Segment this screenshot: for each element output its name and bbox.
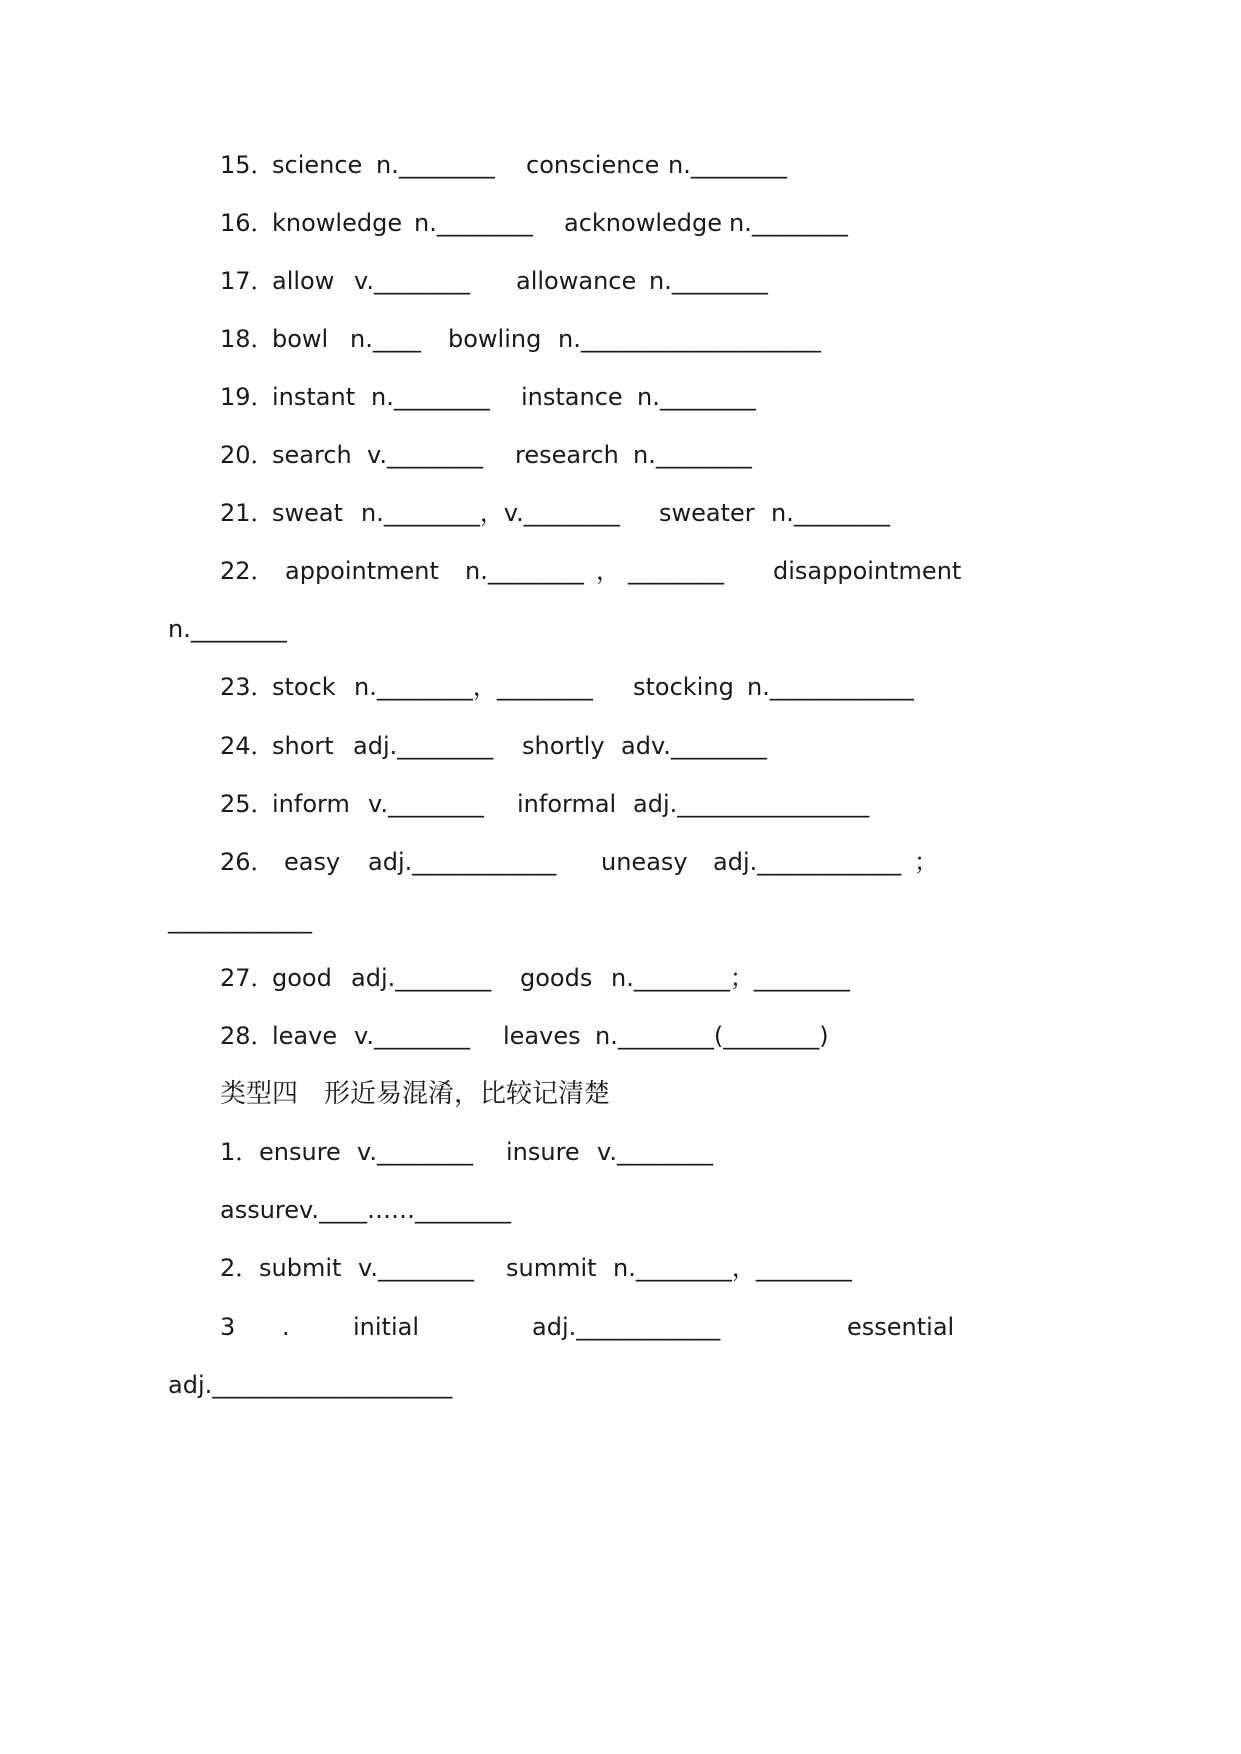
answer-blank: v.________ bbox=[357, 1138, 473, 1166]
word: research bbox=[515, 441, 619, 469]
word: acknowledge bbox=[564, 209, 722, 237]
answer-blank: n.________ bbox=[771, 499, 890, 527]
word: good bbox=[272, 964, 332, 992]
answer-blank: adj.________ bbox=[351, 964, 492, 992]
item-number: 22． bbox=[220, 557, 275, 585]
word: bowling bbox=[448, 325, 542, 353]
word: sweater bbox=[659, 499, 755, 527]
answer-blank: v.________ bbox=[354, 1022, 470, 1050]
item-number: 1． bbox=[220, 1138, 260, 1166]
word: disappointment bbox=[773, 557, 962, 585]
item-number: 20． bbox=[220, 441, 275, 469]
item-16-line bbox=[0, 203, 848, 243]
word: inform bbox=[272, 790, 350, 818]
item-number: 28． bbox=[220, 1022, 275, 1050]
answer-blank: n.________ bbox=[376, 151, 495, 179]
answer-blank: n.________，________ bbox=[354, 673, 593, 701]
word: bowl bbox=[272, 325, 329, 353]
word: submit bbox=[259, 1254, 342, 1282]
answer-blank: n.________ bbox=[637, 383, 756, 411]
item-18-line bbox=[0, 319, 821, 359]
word: goods bbox=[520, 964, 593, 992]
answer-blank: v.________ bbox=[354, 267, 470, 295]
answer-blank: assurev.____……________ bbox=[220, 1196, 511, 1224]
answer-blank: n.____________________ bbox=[558, 325, 821, 353]
item-2-line bbox=[0, 1248, 852, 1288]
word: shortly bbox=[522, 732, 605, 760]
word: sweat bbox=[272, 499, 344, 527]
answer-blank: n.________ bbox=[729, 209, 848, 237]
item-17-line bbox=[0, 261, 768, 301]
answer-blank: n.________，________ bbox=[613, 1254, 852, 1282]
item-number: 16． bbox=[220, 209, 275, 237]
item-25-line bbox=[0, 784, 870, 824]
item-3-line bbox=[0, 1307, 955, 1347]
item-number: 2． bbox=[220, 1254, 260, 1282]
item-number: 27． bbox=[220, 964, 275, 992]
item-20-line bbox=[0, 435, 752, 475]
answer-blank: n.____ bbox=[350, 325, 421, 353]
word: appointment bbox=[285, 557, 439, 585]
item-number: 3 bbox=[220, 1313, 236, 1341]
item-number: 25． bbox=[220, 790, 275, 818]
answer-blank: n.________ bbox=[649, 267, 768, 295]
item-number: 24． bbox=[220, 732, 275, 760]
word: easy bbox=[284, 848, 341, 876]
item-number: 19． bbox=[220, 383, 275, 411]
answer-blank: n.____________ bbox=[747, 673, 914, 701]
answer-blank: n.________ bbox=[633, 441, 752, 469]
item-15-line bbox=[0, 145, 787, 185]
answer-blank: v.________ bbox=[368, 790, 484, 818]
answer-blank: adj.____________________ bbox=[168, 1371, 453, 1399]
answer-blank: n.________ bbox=[168, 615, 287, 643]
answer-blank: adv.________ bbox=[621, 732, 767, 760]
answer-blank: adj.____________ bbox=[532, 1313, 721, 1341]
item-1-line bbox=[0, 1132, 713, 1172]
answer-blank: n.________ bbox=[465, 557, 584, 585]
item-26-continuation bbox=[0, 900, 312, 940]
item-number: 26． bbox=[220, 848, 275, 876]
answer-blank: n.________，v.________ bbox=[361, 499, 620, 527]
item-19-line bbox=[0, 377, 756, 417]
item-number: 15． bbox=[220, 151, 275, 179]
answer-blank: n.________(________) bbox=[595, 1022, 829, 1050]
answer-blank: ________ bbox=[628, 557, 724, 585]
item-27-line bbox=[0, 958, 850, 998]
answer-blank: v.________ bbox=[597, 1138, 713, 1166]
item-1-continuation bbox=[0, 1190, 511, 1230]
word: essential bbox=[847, 1313, 955, 1341]
item-28-line bbox=[0, 1016, 829, 1056]
answer-blank: n.________；________ bbox=[611, 964, 850, 992]
word: insure bbox=[506, 1138, 580, 1166]
word: stocking bbox=[633, 673, 734, 701]
item-number: 18． bbox=[220, 325, 275, 353]
word: stock bbox=[272, 673, 336, 701]
word: conscience bbox=[526, 151, 660, 179]
word: leaves bbox=[503, 1022, 581, 1050]
item-26-line bbox=[0, 842, 938, 882]
separator: ， bbox=[596, 557, 620, 585]
answer-blank: v.________ bbox=[358, 1254, 474, 1282]
answer-blank: v.________ bbox=[367, 441, 483, 469]
answer-blank: adj.____________ bbox=[368, 848, 557, 876]
word: summit bbox=[506, 1254, 597, 1282]
word: allowance bbox=[516, 267, 637, 295]
word: allow bbox=[272, 267, 335, 295]
item-21-line bbox=[0, 493, 890, 533]
separator: . bbox=[282, 1313, 290, 1341]
answer-blank: adj.____________ bbox=[713, 848, 902, 876]
item-3-continuation bbox=[0, 1365, 453, 1405]
item-number: 23． bbox=[220, 673, 275, 701]
answer-blank: n.________ bbox=[371, 383, 490, 411]
word: ensure bbox=[259, 1138, 341, 1166]
section-heading bbox=[0, 1074, 611, 1114]
item-23-line bbox=[0, 667, 914, 707]
answer-blank: adj.________ bbox=[353, 732, 494, 760]
word: instant bbox=[272, 383, 356, 411]
word: initial bbox=[353, 1313, 419, 1341]
answer-blank: n.________ bbox=[414, 209, 533, 237]
separator: ； bbox=[914, 848, 938, 876]
word: knowledge bbox=[272, 209, 403, 237]
section-title: 类型四 形近易混淆，比较记清楚 bbox=[220, 1079, 611, 1109]
item-22-line bbox=[0, 551, 962, 591]
word: search bbox=[272, 441, 352, 469]
item-22-continuation bbox=[0, 609, 287, 649]
word: uneasy bbox=[601, 848, 688, 876]
item-24-line bbox=[0, 726, 767, 766]
item-number: 21． bbox=[220, 499, 275, 527]
word: leave bbox=[272, 1022, 338, 1050]
answer-blank: adj.________________ bbox=[633, 790, 870, 818]
word: instance bbox=[521, 383, 623, 411]
word: informal bbox=[517, 790, 617, 818]
item-number: 17． bbox=[220, 267, 275, 295]
word: science bbox=[272, 151, 363, 179]
answer-blank: n.________ bbox=[668, 151, 787, 179]
word: short bbox=[272, 732, 334, 760]
answer-blank: ____________ bbox=[168, 906, 312, 934]
